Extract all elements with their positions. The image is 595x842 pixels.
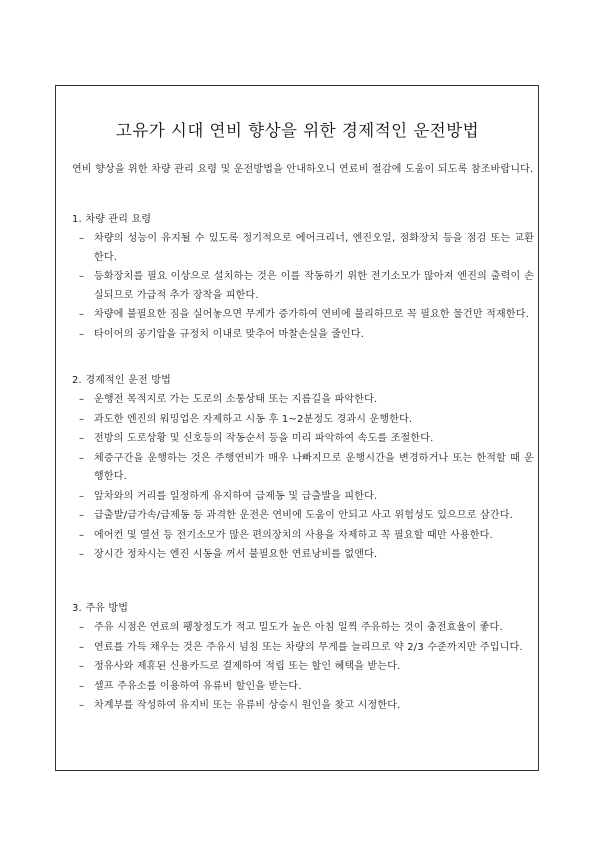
intro-paragraph: 연비 향상을 위한 차량 관리 요령 및 운전방법을 안내하오니 연료비 절감에 도움이 되도록 참조바랍니다. [72,164,534,175]
list-item: – 운행전 목적지로 가는 도로의 소통상태 또는 지름길을 파악한다. [72,391,534,410]
list-item: – 과도한 엔진의 워밍업은 자제하고 시동 후 1~2분정도 경과시 운행한다. [72,411,534,430]
list-item: – 셀프 주유소를 이용하여 유류비 할인을 받는다. [72,678,534,697]
document-title: 고유가 시대 연비 향상을 위한 경제적인 운전방법 [115,121,480,140]
bullet-dash: – [79,233,85,244]
list-item: – 에어컨 및 열선 등 전기소모가 많은 편의장치의 사용을 자제하고 꼭 필요할 때만 사용한다. [72,527,534,546]
section-vehicle-care [72,209,534,345]
bullet-dash: – [79,309,85,320]
list-item: – 급출발/급가속/급제동 등 과격한 운전은 연비에 도움이 안되고 사고 위험성도 있으므로 삼간다. [72,507,534,526]
bullet-dash: – [79,641,85,653]
bullet-dash: – [79,413,85,425]
bullet-dash: – [79,700,85,711]
bullet-dash: – [79,271,85,282]
section-heading: 2. 경제적인 운전 방법 [72,375,171,386]
bullet-dash: – [79,510,85,521]
bullet-dash: – [79,680,85,692]
section-economic-driving [72,370,534,566]
list-item: – 정유사와 제휴된 신용카드로 결제하여 적립 또는 할인 혜택을 받는다. [72,658,534,677]
list-item: – 차량에 불필요한 짐을 실어놓으면 무게가 증가하여 연비에 불리하므로 꼭 필요한 물건만 적재한다. [72,306,534,325]
list-item: – 주유 시점은 연료의 팽창정도가 적고 밀도가 높은 아침 일찍 주유하는 것이 충전효율이 좋다. [72,619,534,638]
list-item: – 전방의 도로상황 및 신호등의 작동순서 등을 미리 파악하여 속도를 조절한다. [72,430,534,449]
list-item: – 차계부를 작성하여 유지비 또는 유류비 상승시 원인을 찾고 시정한다. [72,697,534,716]
bullet-dash: – [79,452,85,464]
bullet-dash: – [79,661,85,672]
bullet-dash: – [79,328,85,340]
bullet-dash: – [79,622,85,633]
bullet-dash: – [79,549,85,560]
list-item: – 타이어의 공기압을 규정치 이내로 맞추어 마찰손실을 줄인다. [72,326,534,345]
list-item: – 장시간 정차시는 엔진 시동을 꺼서 불필요한 연료낭비를 없앤다. [72,546,534,565]
section-heading: 3. 주유 방법 [72,603,129,614]
list-item: – 차량의 성능이 유지될 수 있도록 정기적으로 에어크리너, 엔진오일, 점화장치 등을 점검 또는 교환한다. [72,230,534,267]
list-item: – 체증구간을 운행하는 것은 주행연비가 매우 나빠지므로 운행시간을 변경하거나 또는 한적할 때 운행한다. [72,450,534,487]
bullet-dash: – [79,433,85,444]
bullet-dash: – [79,394,85,405]
bullet-dash: – [79,529,85,541]
bullet-dash: – [79,490,85,502]
section-refueling [72,598,534,717]
list-item: – 앞차와의 거리를 일정하게 유지하여 급제동 및 급출발을 피한다. [72,488,534,507]
section-heading: 1. 차량 관리 요령 [72,214,152,225]
list-item: – 연료를 가득 채우는 것은 주유시 넘침 또는 차량의 무게를 늘리므로 약 2/3 수준까지만 주입니다. [72,639,534,658]
list-item: – 등화장치를 필요 이상으로 설치하는 것은 이를 작동하기 위한 전기소모가 많아져 엔진의 출력이 손실되므로 가급적 추가 장착을 피한다. [72,268,534,305]
